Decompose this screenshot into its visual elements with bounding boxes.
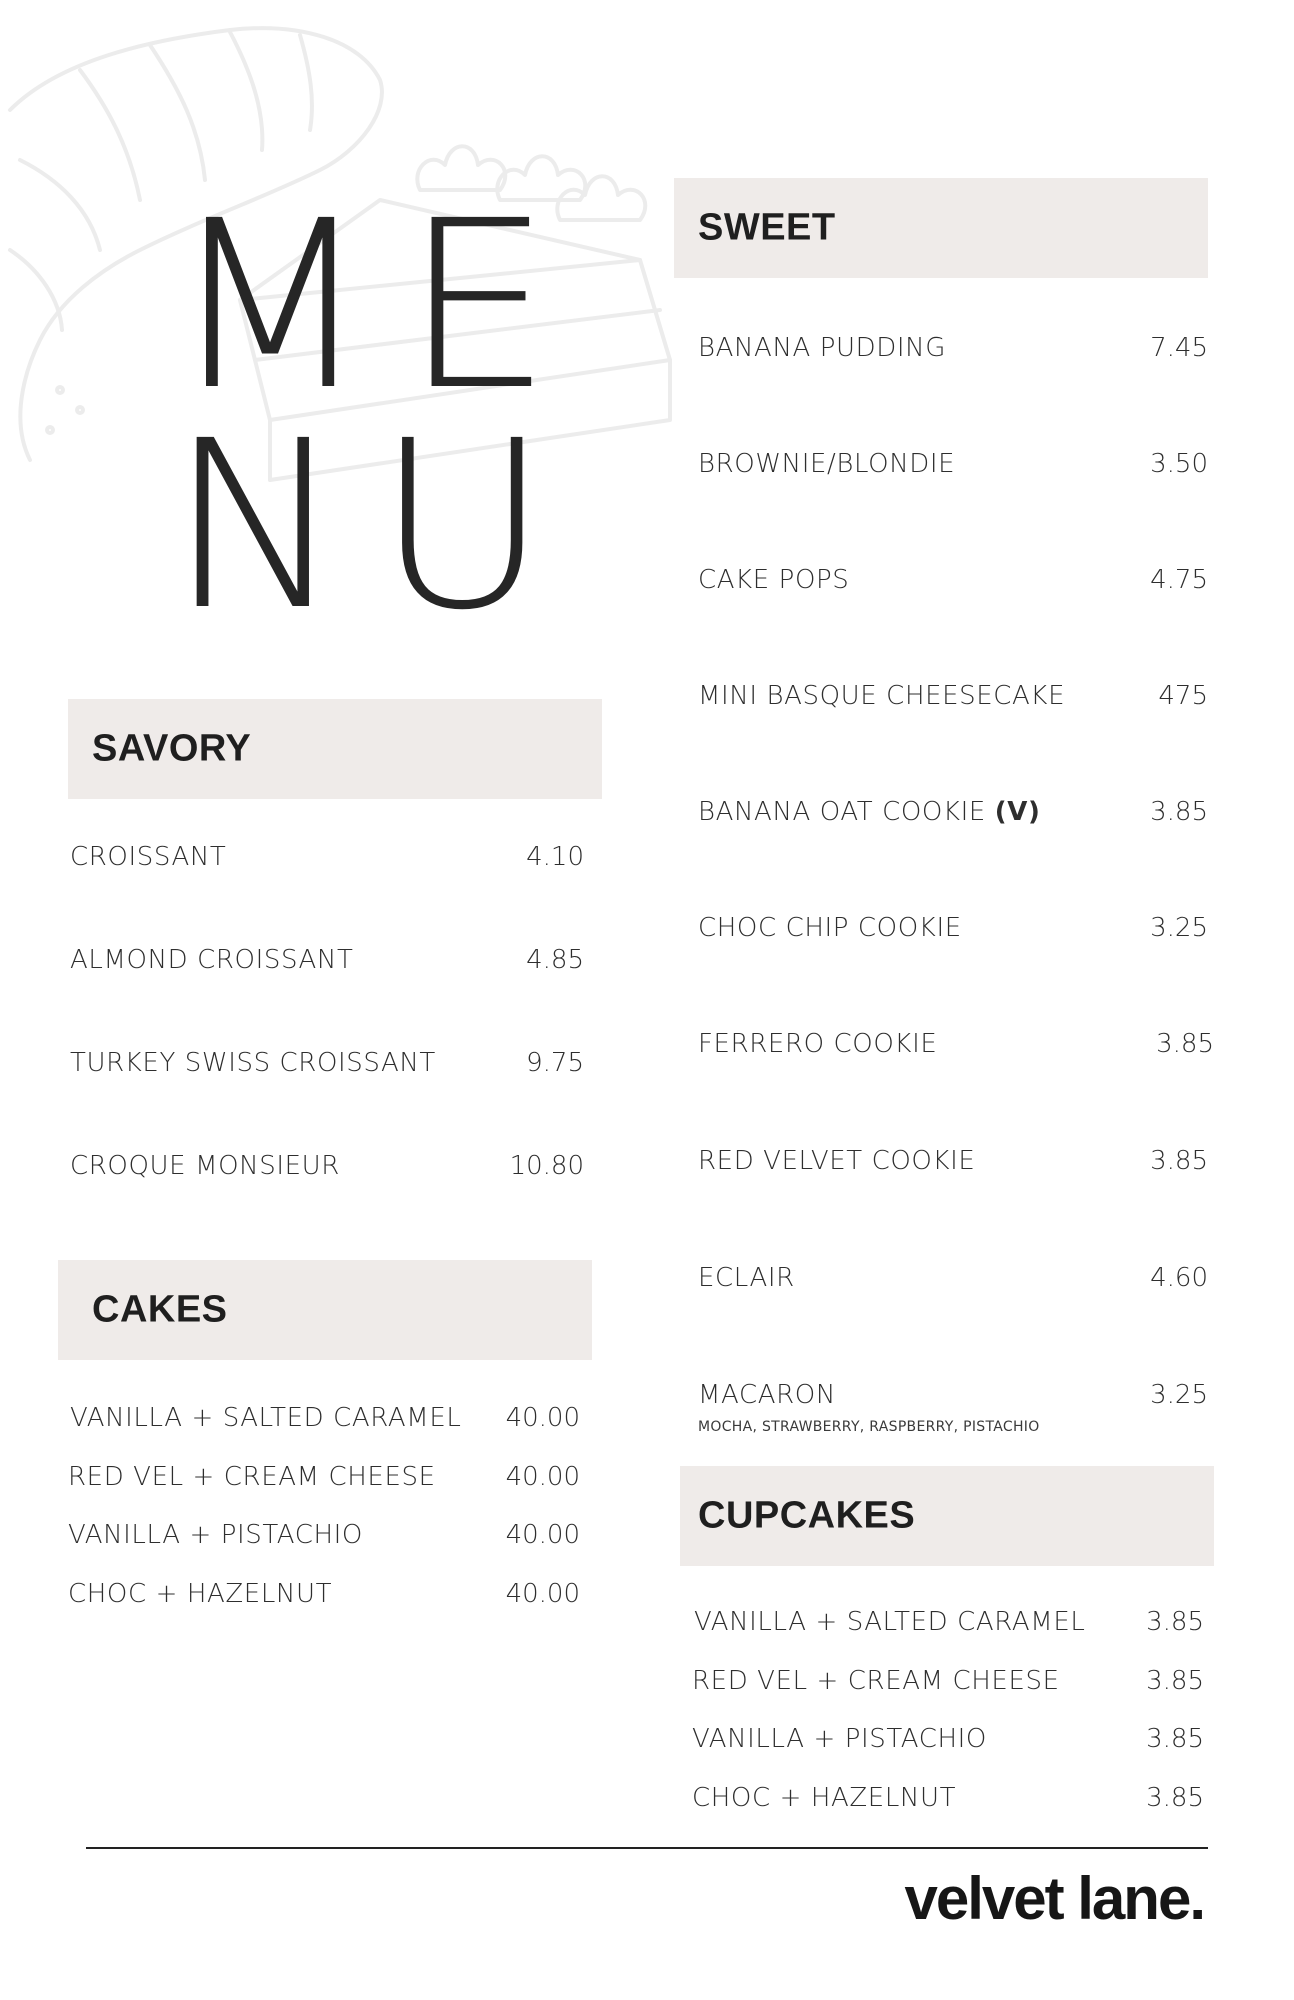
- cupcakes-item-name: VANILLA + SALTED CARAMEL: [694, 1607, 1086, 1637]
- cakes-item-name: RED VEL + CREAM CHEESE: [68, 1462, 436, 1492]
- sweet-item-name: MINI BASQUE CHEESECAKE: [698, 681, 1066, 711]
- cupcakes-heading: CUPCAKES: [698, 1494, 916, 1537]
- cupcakes-item-price: 3.85: [1146, 1666, 1204, 1696]
- sweet-item-price: 7.45: [1150, 333, 1208, 363]
- savory-item-price: 10.80: [509, 1151, 584, 1181]
- cupcakes-item-price: 3.85: [1146, 1724, 1204, 1754]
- cakes-item-price: 40.00: [505, 1579, 580, 1609]
- brand-logo: velvet lane.: [904, 1865, 1204, 1932]
- savory-item-name: TURKEY SWISS CROISSANT: [70, 1048, 436, 1078]
- cakes-item-price: 40.00: [505, 1520, 580, 1550]
- sweet-item-price: 3.85: [1150, 797, 1208, 827]
- cakes-item-name: VANILLA + SALTED CARAMEL: [70, 1403, 462, 1433]
- vegan-tag: (V): [994, 797, 1041, 827]
- cakes-item-price: 40.00: [505, 1403, 580, 1433]
- cakes-item-price: 40.00: [505, 1462, 580, 1492]
- sweet-item-name: CHOC CHIP COOKIE: [698, 913, 962, 943]
- sweet-item-label: BANANA OAT COOKIE: [698, 797, 986, 827]
- sweet-item-price: 3.50: [1150, 449, 1208, 479]
- cakes-item-name: VANILLA + PISTACHIO: [68, 1520, 363, 1550]
- savory-heading: SAVORY: [92, 727, 252, 770]
- cakes-section-header: [58, 1260, 592, 1360]
- savory-item-price: 4.10: [526, 842, 584, 872]
- sweet-item-name: BROWNIE/BLONDIE: [698, 449, 956, 479]
- sweet-section-header: [674, 178, 1208, 278]
- cupcakes-item-name: RED VEL + CREAM CHEESE: [692, 1666, 1060, 1696]
- savory-item-name: CROQUE MONSIEUR: [70, 1151, 340, 1181]
- sweet-item-name: MACARON: [698, 1380, 836, 1410]
- savory-item-name: ALMOND CROISSANT: [70, 945, 354, 975]
- sweet-item-price: 3.85: [1150, 1146, 1208, 1176]
- cakes-heading: CAKES: [92, 1288, 228, 1331]
- savory-item-price: 9.75: [526, 1048, 584, 1078]
- menu-title-line-2: NU: [168, 391, 580, 661]
- savory-item-name: CROISSANT: [70, 842, 227, 872]
- sweet-item-price: 4.75: [1150, 565, 1208, 595]
- cupcakes-item-name: VANILLA + PISTACHIO: [692, 1724, 987, 1754]
- sweet-item-price: 3.25: [1150, 913, 1208, 943]
- sweet-item-name: ECLAIR: [698, 1263, 795, 1293]
- sweet-item-name: CAKE POPS: [698, 565, 850, 595]
- sweet-item-name: FERRERO COOKIE: [698, 1029, 938, 1059]
- sweet-item-name: [698, 797, 1040, 827]
- cupcakes-item-price: 3.85: [1146, 1783, 1204, 1813]
- savory-item-price: 4.85: [526, 945, 584, 975]
- cupcakes-item-name: CHOC + HAZELNUT: [692, 1783, 957, 1813]
- footer-divider: [86, 1847, 1208, 1849]
- cakes-item-name: CHOC + HAZELNUT: [68, 1579, 333, 1609]
- sweet-item-price: 3.85: [1156, 1029, 1214, 1059]
- savory-section-header: [68, 699, 602, 799]
- sweet-item-price: 475: [1158, 681, 1208, 711]
- sweet-item-name: RED VELVET COOKIE: [698, 1146, 976, 1176]
- sweet-item-price: 4.60: [1150, 1263, 1208, 1293]
- cupcakes-section-header: [680, 1466, 1214, 1566]
- sweet-item-name: BANANA PUDDING: [698, 333, 946, 363]
- menu-title-line-1: ME: [168, 171, 583, 441]
- cupcakes-item-price: 3.85: [1146, 1607, 1204, 1637]
- macaron-flavors: MOCHA, STRAWBERRY, RASPBERRY, PISTACHIO: [698, 1419, 1040, 1435]
- sweet-heading: SWEET: [698, 206, 836, 249]
- sweet-item-price: 3.25: [1150, 1380, 1208, 1410]
